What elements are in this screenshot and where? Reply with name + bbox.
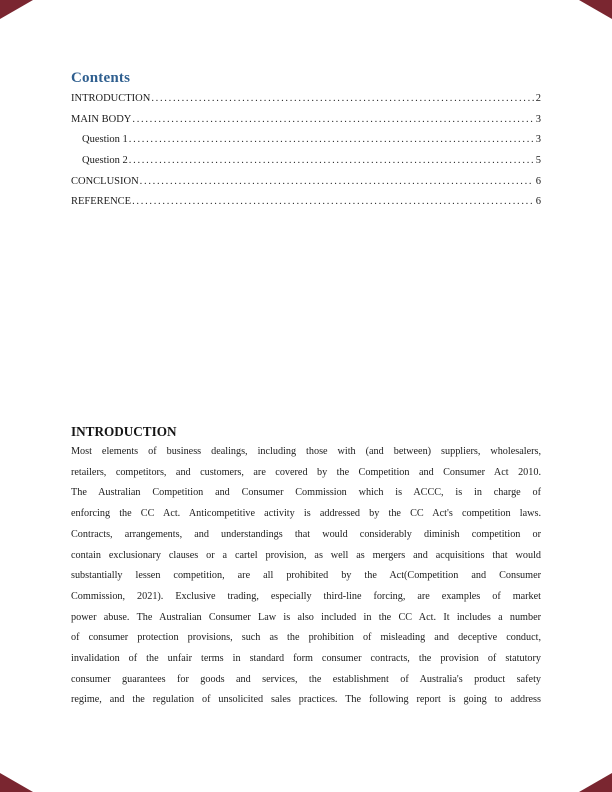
toc-page-number: 2: [535, 93, 541, 104]
paragraph-line: Commission, 2021). Exclusive trading, especially third-line forcing, are examples of market: [71, 590, 541, 602]
toc-entry-question-2: [71, 151, 541, 172]
toc-heading: Contents: [71, 70, 131, 86]
paragraph-line: substantially lessen competition, are all prohibited by the Act(Competition and Consumer: [71, 570, 541, 582]
toc-entry-label: Question 2: [82, 155, 128, 167]
toc-dot-leader: [140, 172, 534, 193]
toc-page-number: 6: [535, 175, 541, 187]
toc-entry-label: REFERENCE: [71, 196, 132, 208]
paragraph-line: power abuse. The Australian Consumer Law is also included in the CC Act. It includes a number: [71, 611, 541, 623]
toc-entry-reference: [71, 192, 541, 213]
toc-dot-leader: [151, 89, 533, 110]
paragraph-line: Contracts, arrangements, and understandings that would considerably diminish competition or: [71, 528, 541, 540]
toc-dot-leader: [132, 110, 533, 131]
introduction-paragraph: [71, 442, 541, 711]
toc-entry-question-1: [71, 130, 541, 151]
toc-entry-label: CONCLUSION: [71, 175, 139, 187]
page-corner-bottom-left-icon: [0, 773, 33, 792]
toc-dot-leader: [129, 130, 534, 151]
page-corner-bottom-right-icon: [579, 773, 612, 792]
introduction-section: [71, 424, 541, 711]
paragraph-line: Most elements of business dealings, including those with (and between) suppliers, wholesalers,: [71, 446, 541, 457]
toc-dot-leader: [129, 151, 534, 172]
toc-page-number: 3: [535, 113, 541, 125]
paragraph-line: The Australian Competition and Consumer Commission which is ACCC, is in charge of: [71, 487, 541, 499]
paragraph-line: regime, and the regulation of unsolicited sales practices. The following report is going to address: [71, 694, 541, 706]
page-corner-top-left-icon: [0, 0, 33, 19]
toc-page-number: 3: [535, 134, 541, 146]
paragraph-line: enforcing the CC Act. Anticompetitive activity is addressed by the CC Act's competition laws.: [71, 508, 541, 520]
section-heading-introduction: INTRODUCTION: [71, 424, 177, 439]
toc-entry-conclusion: [71, 172, 541, 193]
toc-entry-label: Question 1: [82, 134, 128, 146]
paragraph-line: invalidation of the unfair terms in standard form consumer contracts, the provision of statutory: [71, 653, 541, 665]
toc-entry-label: MAIN BODY: [71, 113, 132, 125]
toc-dot-leader: [132, 192, 534, 213]
paragraph-line: of consumer protection provisions, such as the prohibition of misleading and deceptive conduct,: [71, 632, 541, 644]
toc-entry-introduction: [71, 89, 541, 110]
paragraph-line: contain exclusionary clauses or a cartel provision, as well as mergers and acquisitions that would: [71, 549, 541, 561]
table-of-contents: [71, 70, 541, 213]
page-corner-top-right-icon: [579, 0, 612, 19]
paragraph-line: consumer guarantees for goods and services, the establishment of Australia's product safety: [71, 673, 541, 685]
toc-entry-label: INTRODUCTION: [71, 93, 151, 104]
toc-entry-main-body: [71, 110, 541, 131]
toc-page-number: 6: [535, 196, 541, 208]
toc-page-number: 5: [535, 155, 541, 167]
paragraph-line: retailers, competitors, and customers, are covered by the Competition and Consumer Act 2010.: [71, 466, 541, 478]
